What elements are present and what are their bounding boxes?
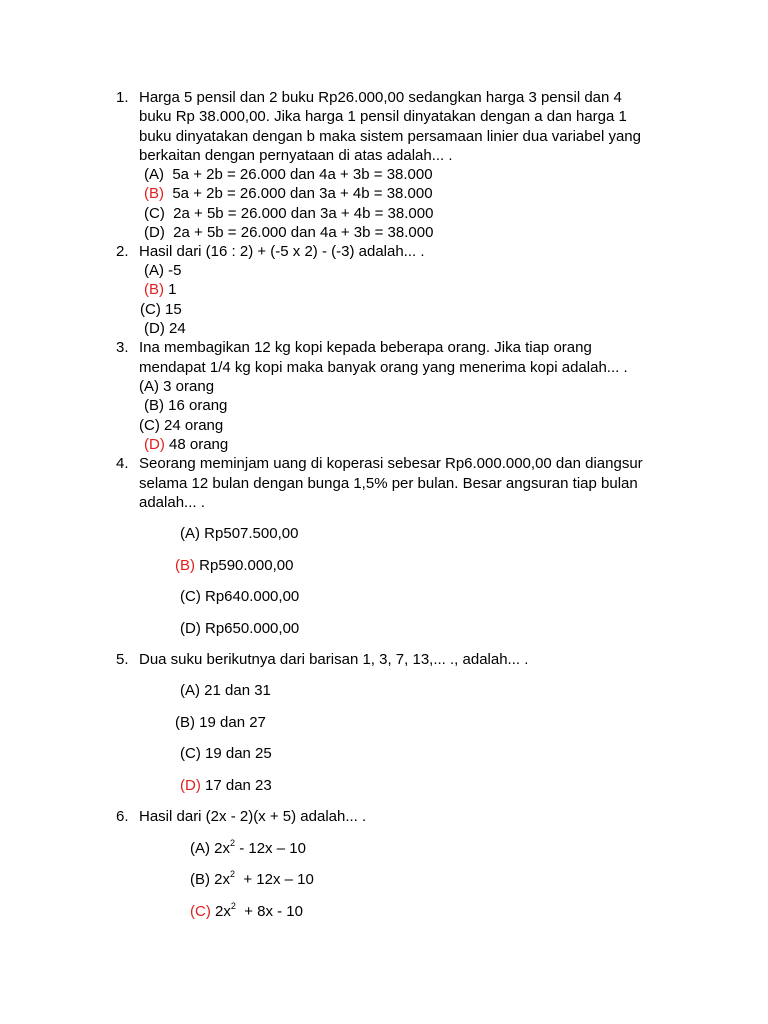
question-number: 3. (116, 339, 129, 356)
option-letter: (D) (180, 777, 201, 794)
option-letter: (C) (140, 301, 161, 318)
option-text: 16 orang (168, 397, 228, 414)
option-text: Rp640.000,00 (205, 588, 300, 605)
option-text: 19 dan 25 (205, 745, 272, 762)
question-text: buku dinyatakan dengan b maka sistem persamaan linier dua variabel yang (139, 128, 641, 145)
question-text: Ina membagikan 12 kg kopi kepada beberapa orang. Jika tiap orang (139, 339, 592, 356)
answer-option (190, 902, 303, 921)
option-letter: (C) (144, 205, 165, 222)
answer-option (180, 744, 272, 763)
question-text: Dua suku berikutnya dari barisan 1, 3, 7, 13,... ., adalah... . (139, 651, 529, 668)
question-number: 1. (116, 89, 129, 106)
option-base: 2x (214, 871, 231, 888)
option-text: 5a + 2b = 26.000 dan 4a + 3b = 38.000 (172, 166, 433, 183)
option-text: 3 orang (163, 378, 215, 395)
question-text: buku Rp 38.000,00. Jika harga 1 pensil dinyatakan dengan a dan harga 1 (139, 108, 627, 125)
question-number: 5. (116, 651, 129, 668)
option-base: 2x (215, 903, 231, 920)
option-text: 5a + 2b = 26.000 dan 3a + 4b = 38.000 (172, 185, 433, 202)
answer-option (180, 776, 272, 795)
option-text: 1 (168, 281, 177, 298)
option-base: 2x (214, 840, 231, 857)
answer-option (190, 870, 314, 889)
option-letter: (D) (144, 436, 165, 453)
option-rest: + 12x – 10 (235, 871, 314, 888)
answer-option (144, 319, 186, 338)
answer-option (144, 165, 433, 184)
answer-option (140, 300, 182, 319)
question-text: selama 12 bulan dengan bunga 1,5% per bulan. Besar angsuran tiap bulan (139, 475, 638, 492)
question-number: 4. (116, 455, 129, 472)
answer-option (180, 681, 271, 700)
option-text: 21 dan 31 (204, 682, 271, 699)
answer-option (180, 524, 298, 543)
answer-option (144, 435, 228, 454)
question-text: Hasil dari (16 : 2) + (-5 x 2) - (-3) adalah... . (139, 243, 425, 260)
option-rest: - 12x – 10 (235, 840, 306, 857)
option-letter: (D) (144, 320, 165, 337)
option-text: Rp650.000,00 (205, 620, 300, 637)
answer-option (139, 377, 214, 396)
option-letter: (A) (190, 840, 210, 857)
question-number: 2. (116, 243, 129, 260)
answer-option (144, 184, 433, 203)
option-letter: (A) (139, 378, 159, 395)
option-text: Rp507.500,00 (204, 525, 299, 542)
question-number: 6. (116, 808, 129, 825)
option-text: 24 orang (164, 417, 224, 434)
option-text: 24 (169, 320, 186, 337)
answer-option (144, 261, 182, 280)
option-text: 2a + 5b = 26.000 dan 3a + 4b = 38.000 (173, 205, 434, 222)
answer-option (190, 839, 306, 858)
option-letter: (B) (144, 185, 164, 202)
option-exponent: 2 (230, 901, 236, 911)
option-letter: (C) (139, 417, 160, 434)
option-letter: (C) (180, 745, 201, 762)
option-letter: (B) (144, 281, 164, 298)
answer-option (144, 204, 433, 223)
option-letter: (A) (180, 525, 200, 542)
answer-option (144, 223, 433, 242)
option-letter: (A) (144, 166, 164, 183)
option-letter: (B) (175, 557, 195, 574)
question-text: mendapat 1/4 kg kopi maka banyak orang yang menerima kopi adalah... . (139, 359, 628, 376)
option-letter: (C) (190, 903, 211, 920)
option-letter: (B) (190, 871, 210, 888)
option-text: 17 dan 23 (205, 777, 272, 794)
answer-option (180, 587, 299, 606)
answer-option (144, 280, 177, 299)
option-text: 15 (165, 301, 182, 318)
option-letter: (A) (144, 262, 164, 279)
option-exponent: 2 (230, 869, 236, 879)
option-letter: (D) (180, 620, 201, 637)
option-text: Rp590.000,00 (199, 557, 294, 574)
answer-option (139, 416, 223, 435)
option-letter: (A) (180, 682, 200, 699)
question-text: berkaitan dengan pernyataan di atas adalah... . (139, 147, 453, 164)
option-letter: (C) (180, 588, 201, 605)
answer-option (180, 619, 299, 638)
option-text: -5 (168, 262, 182, 279)
option-text: 48 orang (169, 436, 229, 453)
question-text: Hasil dari (2x - 2)(x + 5) adalah... . (139, 808, 367, 825)
answer-option (175, 713, 266, 732)
option-text: 19 dan 27 (199, 714, 266, 731)
option-letter: (B) (175, 714, 195, 731)
answer-option (175, 556, 293, 575)
option-rest: + 8x - 10 (235, 903, 303, 920)
option-text: 2a + 5b = 26.000 dan 4a + 3b = 38.000 (173, 224, 434, 241)
option-letter: (B) (144, 397, 164, 414)
answer-option (144, 396, 227, 415)
option-letter: (D) (144, 224, 165, 241)
question-text: adalah... . (139, 494, 205, 511)
question-text: Harga 5 pensil dan 2 buku Rp26.000,00 sedangkan harga 3 pensil dan 4 (139, 89, 622, 106)
option-exponent: 2 (230, 838, 236, 848)
question-text: Seorang meminjam uang di koperasi sebesar Rp6.000.000,00 dan diangsur (139, 455, 643, 472)
